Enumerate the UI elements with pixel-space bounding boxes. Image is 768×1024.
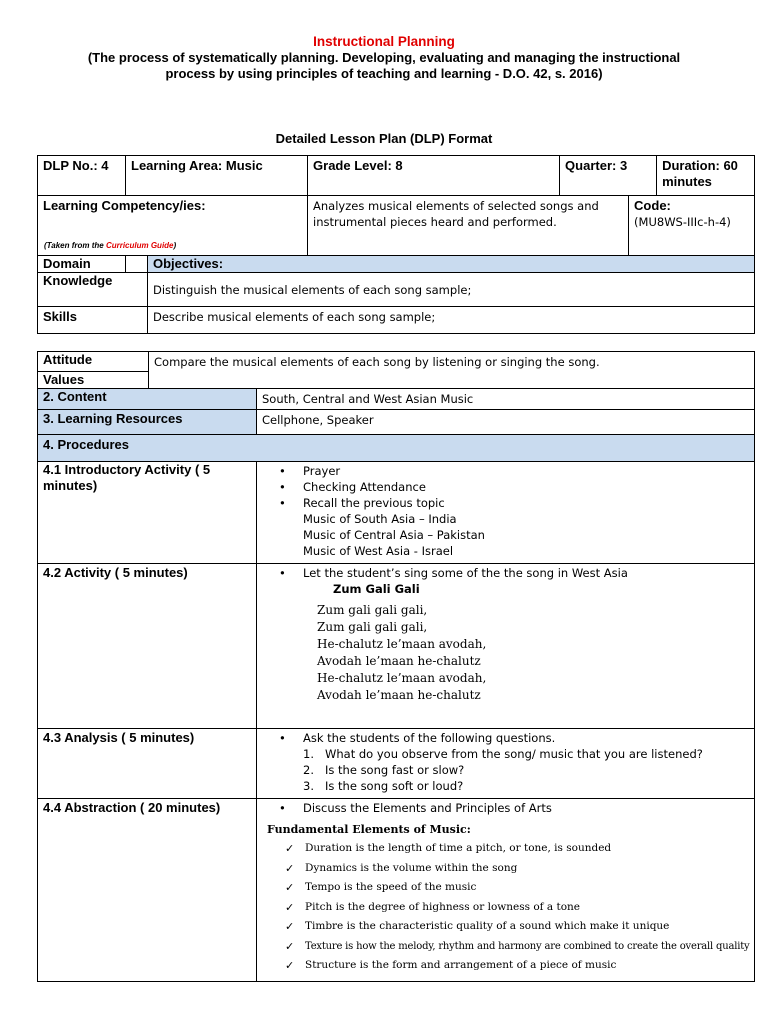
- analysis-question: 1. What do you observe from the song/ music that you are listened?: [303, 747, 703, 761]
- content-value: South, Central and West Asian Music: [257, 389, 755, 410]
- analysis-content: [257, 729, 755, 799]
- duration: Duration: 60 minutes: [657, 156, 755, 196]
- attitude-text: Compare the musical elements of each song by listening or singing the song.: [149, 352, 755, 389]
- element-item: ✓ Duration is the length of time a pitch, or tone, is sounded: [257, 839, 754, 859]
- analysis-question: 2. Is the song fast or slow?: [303, 763, 465, 777]
- song-title: Zum Gali Gali: [333, 582, 420, 596]
- lyric-line: Zum gali gali gali,: [317, 620, 428, 634]
- activity-content: [257, 564, 755, 729]
- content-label: 2. Content: [38, 389, 257, 410]
- intro-item: • Recall the previous topic: [303, 495, 754, 511]
- lyric-line: He-chalutz le’maan avodah,: [317, 671, 487, 685]
- analysis-question: 3. Is the song soft or loud?: [303, 779, 464, 793]
- element-item: ✓ Pitch is the degree of highness or lowness of a tone: [257, 898, 754, 918]
- intro-label: 4.1 Introductory Activity ( 5 minutes): [38, 462, 257, 564]
- competency-source-note: (Taken from the Curriculum Guide): [44, 241, 177, 250]
- grade-level: Grade Level: 8: [308, 156, 560, 196]
- subtitle-line-2: process by using principles of teaching and learning - D.O. 42, s. 2016): [165, 66, 603, 81]
- procedures-table: [37, 351, 755, 982]
- domain-spacer: [126, 256, 148, 273]
- intro-subline: Music of South Asia – India: [303, 512, 457, 526]
- abstraction-label: 4.4 Abstraction ( 20 minutes): [38, 799, 257, 982]
- intro-item: • Prayer: [303, 463, 754, 479]
- intro-content: [257, 462, 755, 564]
- lyric-line: Avodah le’maan he-chalutz: [317, 688, 481, 702]
- subtitle-line-1: (The process of systematically planning. Developing, evaluating and managing the instructional: [87, 50, 681, 65]
- intro-item: • Checking Attendance: [303, 479, 754, 495]
- knowledge-label: Knowledge: [38, 273, 148, 307]
- domain-label: Domain: [38, 256, 126, 273]
- competency-text: Analyzes musical elements of selected songs and instrumental pieces heard and performed.: [308, 196, 629, 256]
- intro-subline: Music of Central Asia – Pakistan: [303, 528, 485, 542]
- code-value: (MU8WS-IIIc-h-4): [634, 215, 731, 229]
- element-item: ✓ Structure is the form and arrangement of a piece of music: [257, 956, 754, 976]
- skills-text: Describe musical elements of each song sample;: [148, 307, 755, 334]
- lyric-line: He-chalutz le’maan avodah,: [317, 637, 487, 651]
- element-item: ✓ Dynamics is the volume within the song: [257, 859, 754, 879]
- lyric-line: Avodah le’maan he-chalutz: [317, 654, 481, 668]
- page-title: Instructional Planning: [313, 34, 455, 49]
- dlp-number: DLP No.: 4: [38, 156, 126, 196]
- abstraction-instruction: • Discuss the Elements and Principles of Arts: [303, 800, 754, 816]
- skills-label: Skills: [38, 307, 148, 334]
- analysis-label: 4.3 Analysis ( 5 minutes): [38, 729, 257, 799]
- code-label: Code:: [634, 198, 671, 213]
- resources-label: 3. Learning Resources: [38, 410, 257, 435]
- competency-code-cell: [629, 196, 755, 256]
- element-item: ✓ Tempo is the speed of the music: [257, 878, 754, 898]
- attitude-label: Attitude: [38, 352, 149, 372]
- values-label: Values: [38, 372, 149, 389]
- activity-label: 4.2 Activity ( 5 minutes): [38, 564, 257, 729]
- competency-label-cell: [38, 196, 308, 256]
- procedures-label: 4. Procedures: [38, 435, 755, 462]
- activity-instruction: • Let the student’s sing some of the the song in West Asia: [303, 565, 754, 581]
- analysis-instruction: • Ask the students of the following questions.: [303, 730, 754, 746]
- lyric-line: Zum gali gali gali,: [317, 603, 428, 617]
- objectives-label: Objectives:: [148, 256, 755, 273]
- resources-value: Cellphone, Speaker: [257, 410, 755, 435]
- competency-label: Learning Competency/ies:: [43, 198, 206, 213]
- knowledge-text: Distinguish the musical elements of each song sample;: [148, 273, 755, 307]
- intro-subline: Music of West Asia - Israel: [303, 544, 454, 558]
- lesson-info-table: [37, 155, 755, 334]
- learning-area: Learning Area: Music: [126, 156, 308, 196]
- song-lyrics: [257, 597, 754, 704]
- dlp-format-title: Detailed Lesson Plan (DLP) Format: [275, 131, 493, 146]
- abstraction-content: [257, 799, 755, 982]
- element-item: ✓ Timbre is the characteristic quality of a sound which make it unique: [257, 917, 754, 937]
- quarter: Quarter: 3: [560, 156, 657, 196]
- element-item: ✓ Texture is how the melody, rhythm and harmony are combined to create the overall quality: [257, 937, 754, 957]
- elements-title: Fundamental Elements of Music:: [267, 823, 471, 836]
